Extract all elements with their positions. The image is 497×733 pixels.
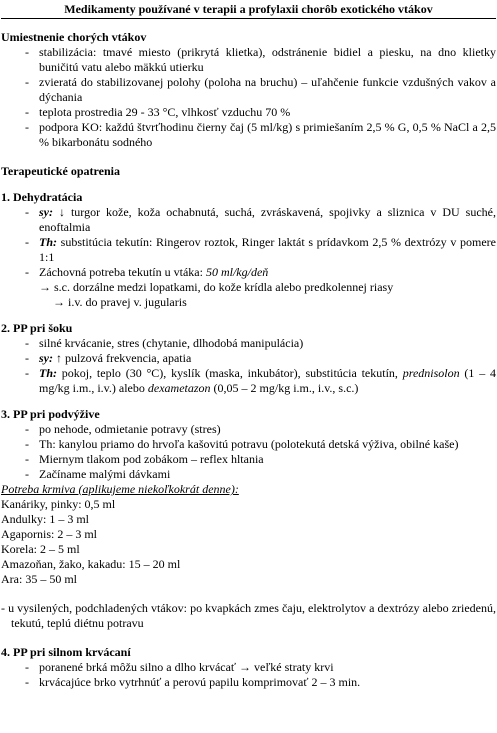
dehydration-list — [1, 205, 496, 280]
th-label: Th: — [39, 366, 57, 380]
shock-cause: - silné krvácanie, stres (chytanie, dlhodobá manipulácia) — [1, 336, 496, 351]
housing-list — [1, 45, 496, 150]
housing-item: - stabilizácia: tmavé miesto (prikrytá klietka), odstránenie bidiel a piesku, na dno klietky buničitú vatu alebo mäkkú utierku — [1, 45, 496, 75]
drug-dexametazon: dexametazon — [147, 381, 211, 395]
feeding-list — [1, 422, 496, 482]
housing-item: - podpora KO: každú štvrťhodinu čierny čaj (5 ml/kg) s primiešaním 2,5 % G, 0,5 % NaCl a 2,5 % bikarbonátu sodného — [1, 120, 496, 150]
th-text: (1 – 4 mg/kg i.m., i.v.) alebo — [39, 366, 496, 395]
dehydration-fluid-need — [1, 265, 496, 280]
fluid-value: 50 ml/kg/deň — [205, 265, 269, 279]
bleeding-item: - krvácajúce brko vytrhnúť a perovú papilu komprimovať 2 – 3 min. — [1, 675, 496, 690]
sy-label: sy: — [39, 351, 53, 365]
feeding-item: - Začíname malými dávkami — [1, 467, 496, 482]
feed-need-row: Korela: 2 – 5 ml — [1, 542, 80, 556]
housing-heading: Umiestnenie chorých vtákov — [1, 30, 147, 44]
route-iv: → i.v. do pravej v. jugularis — [53, 295, 187, 309]
therapy-heading: Terapeutické opatrenia — [1, 164, 120, 178]
shock-therapy — [1, 366, 496, 396]
dehydration-therapy — [1, 235, 496, 265]
weak-birds-note: - u vysilených, podchladených vtákov: po kvapkách zmes čaju, elektrolytov a dextrózy alebo zriedenú, tekutú, teplú diétnu potravu — [1, 601, 496, 630]
dehydration-symptoms — [1, 205, 496, 235]
sy-text: ↑ pulzová frekvencia, apatia — [53, 351, 192, 365]
feed-need-row: Ara: 35 – 50 ml — [1, 572, 77, 586]
housing-item: - teplota prostredia 29 - 33 °C, vlhkosť vzduchu 70 % — [1, 105, 496, 120]
feeding-item: - Th: kanylou priamo do hrvoľa kašovitú potravu (polotekutá detská výživa, obilné kaše) — [1, 437, 496, 452]
bleeding-list — [1, 660, 496, 690]
th-label: Th: — [39, 235, 57, 249]
th-text: pokoj, teplo (30 °C), kyslík (maska, inkubátor), substitúcia tekutín, — [57, 366, 403, 380]
shock-list — [1, 336, 496, 396]
sy-text: ↓ turgor kože, koža ochabnutá, suchá, zvráskavená, spojivky a sliznica v DU suché, enoftalmia — [39, 205, 496, 234]
feed-need-row: Amazoňan, žako, kakadu: 15 – 20 ml — [1, 557, 181, 571]
shock-symptoms — [1, 351, 496, 366]
feeding-item: - Miernym tlakom pod zobákom – reflex hltania — [1, 452, 496, 467]
th-text: substitúcia tekutín: Ringerov roztok, Ringer laktát s prídavkom 2,5 % dextrózy v pomere 1:1 — [39, 235, 496, 264]
route-sc: → s.c. dorzálne medzi lopatkami, do kože krídla alebo predkolennej riasy — [39, 280, 394, 294]
feeding-item: - po nehode, odmietanie potravy (stres) — [1, 422, 496, 437]
th-text: (0,05 – 2 mg/kg i.m., i.v., s.c.) — [210, 381, 359, 395]
drug-prednisolon: prednisolon — [402, 366, 460, 380]
bleeding-item: - poranené brká môžu silno a dlho krvácať → veľké straty krvi — [1, 660, 496, 675]
feeding-heading: 3. PP pri podvýžive — [1, 407, 100, 421]
feed-need-row: Agapornis: 2 – 3 ml — [1, 527, 97, 541]
sy-label: sy: — [39, 205, 53, 219]
dehydration-heading: 1. Dehydratácia — [1, 190, 83, 204]
bleeding-heading: 4. PP pri silnom krvácaní — [1, 645, 131, 659]
shock-heading: 2. PP pri šoku — [1, 321, 73, 335]
housing-item: - zvieratá do stabilizovanej polohy (poloha na bruchu) – uľahčenie funkcie vzdušných vakov a dýchania — [1, 75, 496, 105]
page-title: Medikamenty používané v terapii a profylaxii chorôb exotického vtákov — [64, 2, 433, 16]
feed-need-heading: Potreba krmiva (aplikujeme niekoľkokrát denne): — [1, 482, 239, 496]
fluid-prefix: Záchovná potreba tekutín u vtáka: — [39, 265, 206, 279]
feed-need-row: Kanáriky, pinky: 0,5 ml — [1, 497, 116, 511]
feed-need-row: Andulky: 1 – 3 ml — [1, 512, 90, 526]
document-page — [0, 2, 497, 733]
